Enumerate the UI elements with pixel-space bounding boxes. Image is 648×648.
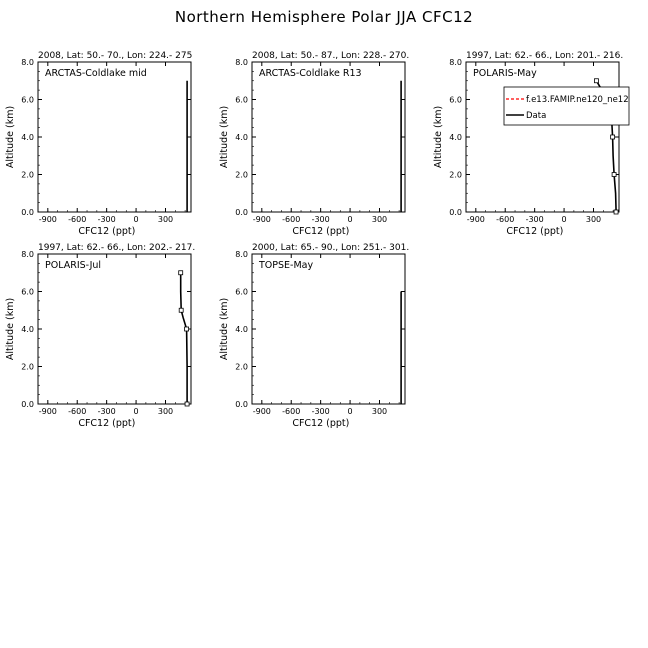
y-axis-label: Altitude (km): [219, 297, 230, 361]
x-tick-label: -600: [68, 215, 87, 224]
x-tick-label: -600: [282, 407, 301, 416]
x-tick-label: 0: [133, 215, 139, 224]
x-tick-label: -900: [38, 407, 57, 416]
panel-2: [219, 51, 409, 237]
panel-label: POLARIS-Jul: [45, 260, 102, 271]
y-tick-label: 4.0: [449, 133, 462, 142]
x-tick-label: -900: [38, 215, 57, 224]
panel-label: POLARIS-May: [473, 68, 537, 79]
x-axis-label: CFC12 (ppt): [78, 418, 136, 429]
x-tick-label: 300: [371, 407, 388, 416]
x-tick-label: 300: [371, 215, 388, 224]
x-tick-label: -600: [68, 407, 87, 416]
plot-frame: [252, 254, 405, 404]
plot-frame: [38, 254, 191, 404]
y-tick-label: 2.0: [235, 170, 248, 180]
panel-1: [5, 51, 192, 237]
figure-title: Northern Hemisphere Polar JJA CFC12: [174, 8, 474, 26]
y-tick-label: 0.0: [21, 400, 34, 409]
y-tick-label: 0.0: [235, 208, 248, 217]
y-tick-label: 8.0: [21, 250, 34, 259]
x-tick-label: -900: [466, 215, 485, 224]
x-tick-label: -900: [252, 407, 271, 416]
x-tick-label: 0: [347, 215, 353, 224]
y-tick-label: 0.0: [21, 208, 34, 217]
panel-header: 2008, Lat: 50.- 70., Lon: 224.- 275: [38, 51, 193, 61]
x-tick-label: -300: [525, 215, 544, 224]
plot-frame: [38, 62, 191, 212]
x-axis-label: CFC12 (ppt): [292, 418, 350, 429]
y-tick-label: 4.0: [235, 325, 248, 334]
y-tick-label: 8.0: [449, 58, 462, 67]
y-axis-label: Altitude (km): [219, 105, 230, 169]
data-point-marker: [185, 402, 189, 406]
x-axis-label: CFC12 (ppt): [292, 226, 350, 237]
y-tick-label: 2.0: [235, 362, 248, 372]
x-tick-label: -300: [97, 407, 116, 416]
y-tick-label: 2.0: [21, 170, 34, 180]
x-tick-label: 0: [347, 407, 353, 416]
y-tick-label: 0.0: [449, 208, 462, 217]
y-tick-label: 8.0: [235, 250, 248, 259]
panel-label: ARCTAS-Coldlake R13: [259, 68, 362, 79]
y-tick-label: 0.0: [235, 400, 248, 409]
x-tick-label: -600: [496, 215, 515, 224]
y-axis-label: Altitude (km): [5, 105, 16, 169]
plot-frame: [252, 62, 405, 212]
y-tick-label: 6.0: [21, 287, 34, 297]
panel-label: ARCTAS-Coldlake mid: [45, 68, 147, 79]
panel-label: TOPSE-May: [259, 260, 314, 271]
data-point-marker: [611, 135, 615, 139]
y-tick-label: 2.0: [449, 170, 462, 180]
x-tick-label: 0: [133, 407, 139, 416]
data-series-line: [181, 273, 187, 404]
panel-header: 1997, Lat: 62.- 66., Lon: 202.- 217.: [38, 243, 196, 253]
panel-3: [433, 51, 629, 237]
x-tick-label: -600: [282, 215, 301, 224]
panel-header: 2008, Lat: 50.- 87., Lon: 228.- 270.: [252, 51, 410, 61]
y-tick-label: 2.0: [21, 362, 34, 372]
data-point-marker: [185, 327, 189, 331]
panel-header: 2000, Lat: 65.- 90., Lon: 251.- 301.: [252, 243, 410, 253]
y-axis-label: Altitude (km): [433, 105, 444, 169]
x-tick-label: 300: [585, 215, 602, 224]
x-tick-label: -300: [311, 407, 330, 416]
y-tick-label: 4.0: [235, 133, 248, 142]
x-tick-label: -300: [97, 215, 116, 224]
plot-frame: [466, 62, 619, 212]
data-point-marker: [612, 173, 616, 177]
panel-5: [219, 243, 409, 429]
x-tick-label: -300: [311, 215, 330, 224]
y-tick-label: 6.0: [235, 287, 248, 297]
x-axis-label: CFC12 (ppt): [78, 226, 136, 237]
y-tick-label: 4.0: [21, 325, 34, 334]
panel-4: [5, 243, 195, 429]
y-tick-label: 8.0: [235, 58, 248, 67]
legend-data-label: Data: [526, 111, 547, 121]
panel-header: 1997, Lat: 62.- 66., Lon: 201.- 216.: [466, 51, 624, 61]
y-axis-label: Altitude (km): [5, 297, 16, 361]
y-tick-label: 8.0: [21, 58, 34, 67]
data-point-marker: [594, 79, 598, 83]
data-point-marker: [179, 271, 183, 275]
legend-box: [504, 87, 629, 125]
x-tick-label: -900: [252, 215, 271, 224]
y-tick-label: 6.0: [449, 95, 462, 105]
legend-model-label: f.e13.FAMIP.ne120_ne12: [526, 95, 629, 105]
x-tick-label: 300: [157, 215, 174, 224]
x-tick-label: 300: [157, 407, 174, 416]
y-tick-label: 6.0: [21, 95, 34, 105]
data-point-marker: [614, 210, 618, 214]
data-point-marker: [179, 308, 183, 312]
y-tick-label: 4.0: [21, 133, 34, 142]
x-axis-label: CFC12 (ppt): [506, 226, 564, 237]
y-tick-label: 6.0: [235, 95, 248, 105]
x-tick-label: 0: [561, 215, 567, 224]
